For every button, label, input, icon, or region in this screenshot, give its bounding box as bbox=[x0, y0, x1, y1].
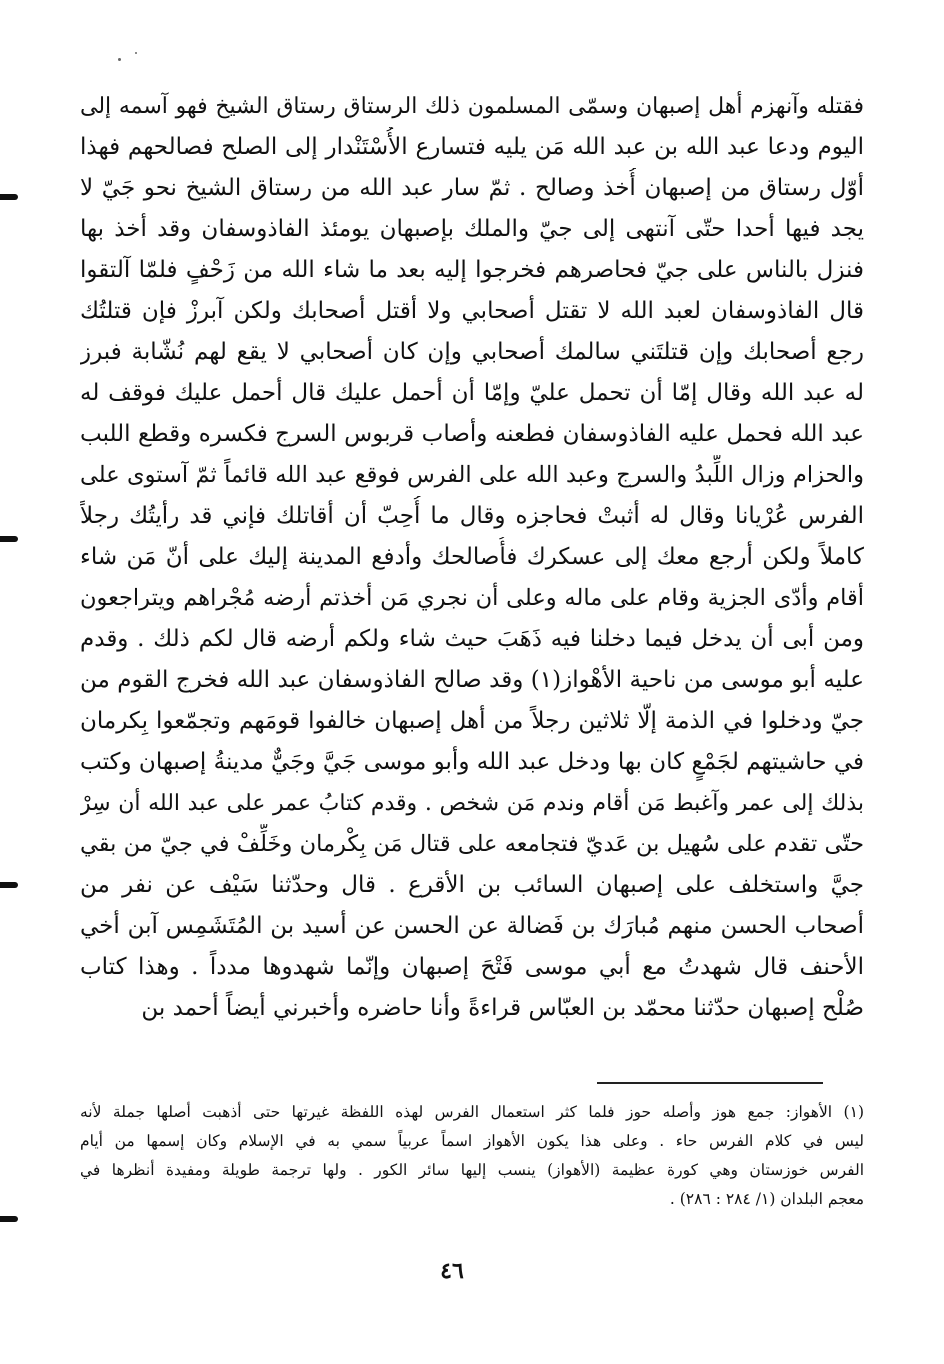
text-line: الأحنف قال شهدتُ مع أبي موسى فَتْحَ إصبهان وإنّما شهدوها مدداً . وهذا كتاب bbox=[80, 954, 864, 980]
text-line: قال الفاذوسفان لعبد الله لا تقتل أصحابي ولا أقتل أصحابك ولكن آبرزْ فإن قتلتُك bbox=[80, 298, 864, 324]
text-line: كاملاً ولكن أرجع معك إلى عسكرك فأُصالحك وأدفع المدينة إليك على أنّ مَن شاء bbox=[80, 544, 864, 570]
text-line: له عبد الله وقال إمّا أن تحمل عليّ وإمّا أن أحمل عليك قال أحمل عليك فوقف له bbox=[80, 380, 864, 406]
text-line: فنزل بالناس على جيّ فحاصرهم فخرجوا إليه بعد ما شاء الله من زَحْفٍ فلمّا آلتقوا bbox=[80, 257, 864, 283]
footnotes bbox=[80, 1098, 864, 1214]
binding-mark bbox=[0, 536, 18, 542]
page-number: ٤٦ bbox=[440, 1258, 464, 1284]
binding-mark bbox=[0, 194, 18, 200]
text-line: يجد فيها أحدا حتّى آنتهى إلى جيّ والملك بإصبهان يومئذ الفاذوسفان وقد أخذ بها bbox=[80, 216, 864, 242]
binding-mark bbox=[0, 882, 18, 888]
text-line: رجع أصحابك وإن قتلتَني سالمك أصحابي وإن كان أصحابي لا يقع لهم نُشّابة فبرز bbox=[80, 339, 864, 365]
footnote-line: الفرس خوزستان وهي كورة عظيمة (الأهواز) ينسب إليها سائر الكور . ولها ترجمة طويلة ومفيدة أنظرها في bbox=[80, 1161, 864, 1179]
text-line: والحزام وزال اللِّبدُ والسرج وعبد الله على الفرس فوقع عبد الله قائماً ثمّ آستوى على bbox=[80, 462, 864, 488]
text-line: جيّ ودخلوا في الذمة إلّا ثلاثين رجلاً من أهل إصبهان خالفوا قومَهم وتجمّعوا بِكرمان bbox=[80, 708, 864, 734]
scan-speck bbox=[135, 52, 137, 54]
text-line: جيَّ واستخلف على إصبهان السائب بن الأقرع . قال وحدّثنا سَيْف عن نفر من bbox=[80, 872, 864, 898]
text-line: عليه أبو موسى من ناحية الأهْواز(١) وقد صالح الفاذوسفان عبد الله فخرج القوم من bbox=[80, 667, 864, 693]
text-line: الفرس عُرْيانا وقال له أثبتْ فحاجزه وقال ما أُحِبّ أن أقاتلك فإني قد رأيتُك رجلاً bbox=[80, 503, 864, 529]
text-line: اليوم ودعا عبد الله بن عبد الله مَن يليه فتسارع الأُسْتَنْدار إلى الصلح فصالحهم فهذا bbox=[80, 134, 864, 160]
text-line: أصحاب الحسن منهم مُبارَك بن فَضالة عن الحسن عن أسيد بن المُتَشَمِس آبن أخي bbox=[80, 913, 864, 939]
text-line: في حاشيتهم لجَمْعٍ كان بها ودخل عبد الله وأبو موسى جَيَّ وجَيٌّ مدينةُ إصبهان وكتب bbox=[80, 749, 864, 775]
text-line: ومن أبى أن يدخل فيما دخلنا فيه ذَهَبَ حيث شاء ولكم أرضه قال لكم ذلك . وقدم bbox=[80, 626, 864, 652]
text-line: عبد الله فحمل عليه الفاذوسفان فطعنه وأصاب قربوس السرج فكسره وقطع اللبب bbox=[80, 421, 864, 447]
text-line: بذلك إلى عمر وآغبط مَن أقام وندم مَن شخص . وقدم كتابُ عمر على عبد الله أن سِرْ bbox=[80, 791, 864, 816]
footnote-separator bbox=[597, 1082, 823, 1084]
footnote-line: ليس في كلام الفرس حاء . وعلى هذا يكون الأهواز اسماً عربياً سمي به في الإسلام وكان إسمها من أيام bbox=[80, 1132, 864, 1150]
footnote-line: (١) الأهواز: جمع هوز وأصله حوز فلما كثر استعمال الفرس لهذه اللفظة غيرتها حتى أذهبت أصلها جملة لأنه bbox=[80, 1103, 864, 1121]
scan-speck bbox=[118, 58, 121, 61]
text-line: فقتله وآنهزم أهل إصبهان وسمّى المسلمون ذلك الرستاق رستاق الشيخ فهو آسمه إلى bbox=[80, 94, 864, 119]
text-line: أقام وأدّى الجزية وقام على ماله وعلى أن نجري مَن أخذتم أرضه مُجْراهم ويتراجعون bbox=[80, 585, 864, 611]
text-line: حتّى تقدم على سُهيل بن عَديّ فتجامعه على قتال مَن بِكْرمان وخَلِّفْ في جيّ من بقي bbox=[80, 831, 864, 857]
footnote-line: معجم البلدان (١/ ٢٨٤ : ٢٨٦) . bbox=[669, 1190, 864, 1208]
binding-mark bbox=[0, 1216, 18, 1222]
text-line: صُلْح إصبهان حدّثنا محمّد بن العبّاس قراءةً وأنا حاضره وأخبرني أيضاً أحمد بن bbox=[141, 995, 864, 1021]
text-line: أوّل رستاق من إصبهان أُخذ وصالح . ثمّ سار عبد الله من رستاق الشيخ نحو جَيّ لا bbox=[80, 175, 864, 201]
main-text bbox=[80, 86, 864, 1029]
